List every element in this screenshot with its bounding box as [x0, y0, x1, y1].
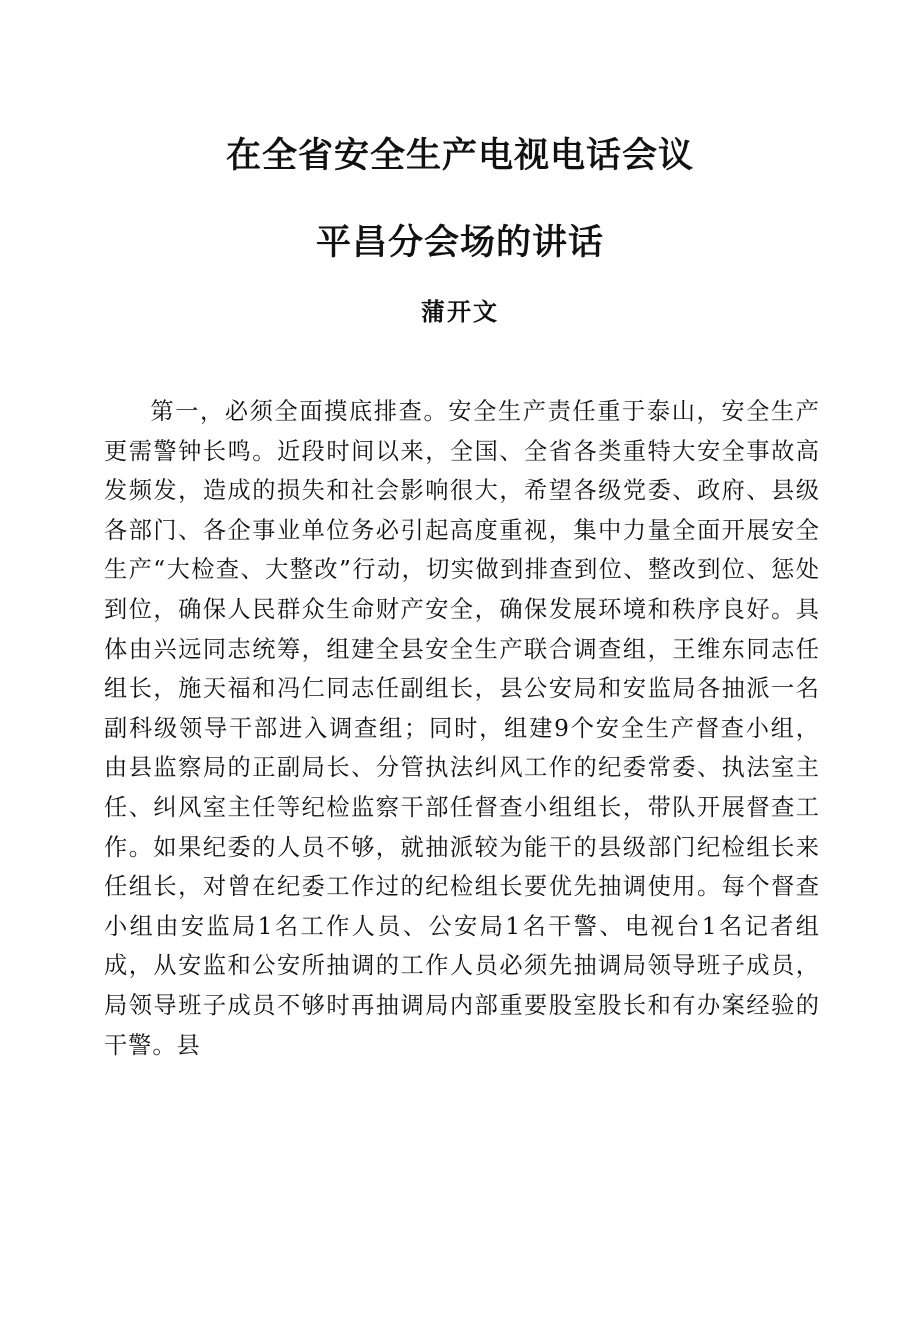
title-line-2: 平昌分会场的讲话: [315, 223, 604, 263]
title-line-1: 在全省安全生产电视电话会议: [225, 136, 694, 176]
body-paragraph: 第一，必须全面摸底排查。安全生产责任重于泰山，安全生产更需警钟长鸣。近段时间以来，全国、全省各类重特大安全事故高发频发，造成的损失和社会影响很大，希望各级党委、政府、县级各部门、各企事业单位务必引起高度重视，集中力量全面开展安全生产“大检查、大整改”行动，切实做到排查到位、整改到位、惩处到位，确保人民群众生命财产安全，确保发展环境和秩序良好。具体由兴远同志统筹，组建全县安全生产联合调查组，王维东同志任组长，施天福和冯仁同志任副组长，县公安局和安监局各抽派一名副科级领导干部进入调查组；同时，组建9个安全生产督查小组，由县监察局的正副局长、分管执法纠风工作的纪委常委、执法室主任、纠风室主任等纪检监察干部任督查小组组长，带队开展督查工作。如果纪委的人员不够，就抽派较为能干的县级部门纪检组长来任组长，对曾在纪委工作过的纪检组长要优先抽调使用。每个督查小组由安监局1名工作人员、公安局1名干警、电视台1名记者组成，从安监和公安所抽调的工作人员必须先抽调局领导班子成员，局领导班子成员不够时再抽调局内部重要股室股长和有办案经验的干警。县: [104, 398, 820, 1059]
author-name: 蒲开文: [421, 298, 499, 326]
